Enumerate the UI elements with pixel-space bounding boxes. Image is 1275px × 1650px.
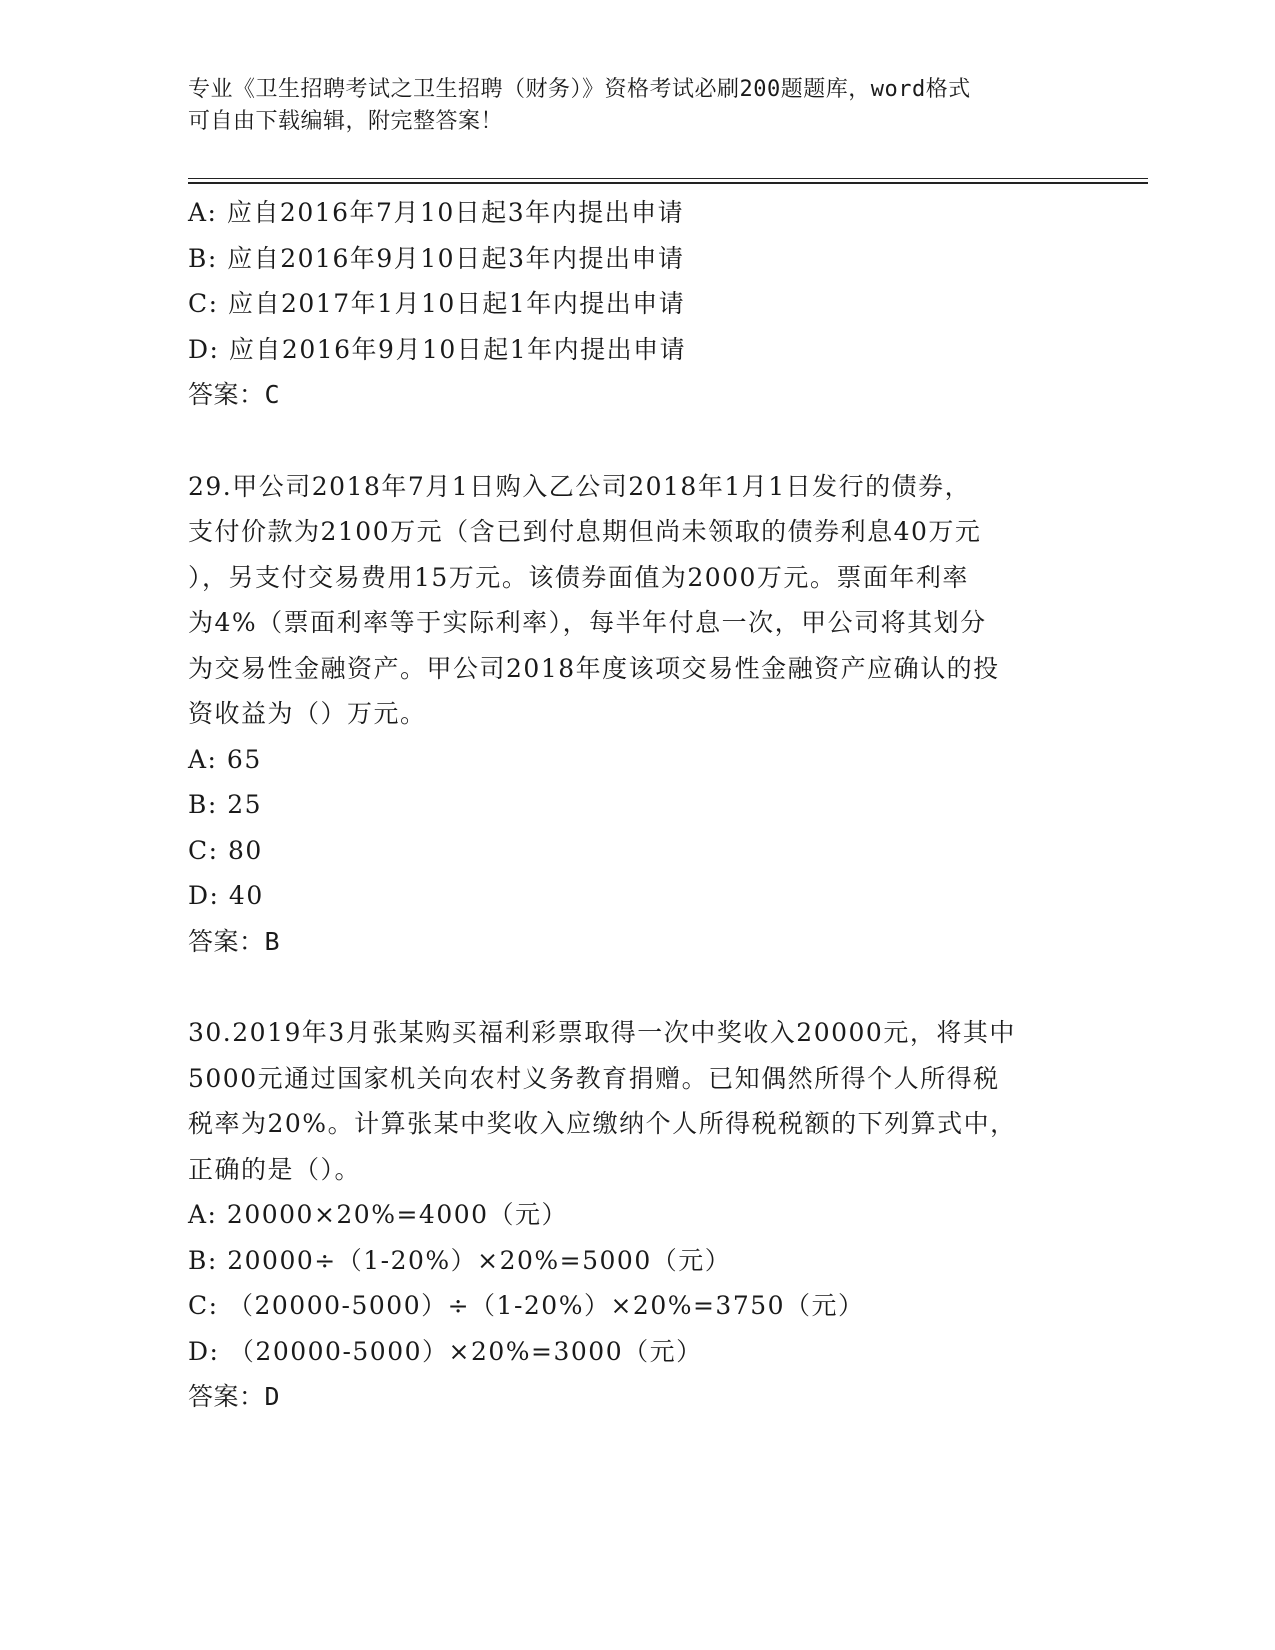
spacer [188, 964, 1088, 1010]
option-d: D: 应自2016年9月10日起1年内提出申请 [188, 334, 687, 364]
header-line-2: 可自由下载编辑，附完整答案！ [188, 109, 504, 134]
question-text-line: 支付价款为2100万元（含已到付息期但尚未领取的债券利息40万元 [188, 517, 982, 546]
option-d: D: （20000-5000）×20%=3000（元） [188, 1336, 703, 1366]
option-c: C: 应自2017年1月10日起1年内提出申请 [188, 289, 686, 318]
option-b: B: 20000÷（1-20%）×20%=5000（元） [188, 1245, 732, 1275]
option-a: A: 应自2016年7月10日起3年内提出申请 [188, 198, 685, 227]
option-c: C: （20000-5000）÷（1-20%）×20%=3750（元） [188, 1291, 865, 1320]
question-text-line: ），另支付交易费用15万元。该债券面值为2000万元。票面年利率 [188, 562, 969, 592]
document-header [188, 74, 1068, 138]
option-c: C: 80 [188, 835, 263, 865]
option-b: B: 25 [188, 790, 263, 819]
header-divider-thick [188, 182, 1148, 184]
question-body [188, 190, 1088, 1420]
question-text-line: 正确的是（）。 [188, 1154, 362, 1184]
spacer [188, 418, 1088, 464]
answer-label: 答案： [188, 1382, 265, 1411]
header-line-1: 专业《卫生招聘考试之卫生招聘（财务）》资格考试必刷200题题库，word格式 [188, 77, 971, 102]
question-30 [188, 1010, 1088, 1420]
option-b: B: 应自2016年9月10日起3年内提出申请 [188, 243, 685, 273]
header-divider-thin [188, 178, 1148, 179]
answer-line [188, 919, 1088, 965]
answer-line [188, 1374, 1088, 1420]
question-29 [188, 464, 1088, 965]
question-text-line: 为4%（票面利率等于实际利率），每半年付息一次，甲公司将其划分 [188, 608, 987, 637]
answer-label: 答案： [188, 380, 265, 409]
question-text-line: 29.甲公司2018年7月1日购入乙公司2018年1月1日发行的债券， [188, 471, 972, 501]
question-text-line: 30.2019年3月张某购买福利彩票取得一次中奖收入20000元，将其中 [188, 1018, 1016, 1047]
answer-value: B [264, 926, 281, 956]
answer-value: D [264, 1382, 281, 1411]
question-text-line: 5000元通过国家机关向农村义务教育捐赠。已知偶然所得个人所得税 [188, 1063, 1000, 1093]
answer-label: 答案： [188, 926, 265, 956]
question-28 [188, 190, 1088, 418]
question-text-line: 为交易性金融资产。甲公司2018年度该项交易性金融资产应确认的投 [188, 653, 1000, 683]
option-a: A: 20000×20%=4000（元） [188, 1200, 569, 1229]
question-text-line: 资收益为（）万元。 [188, 699, 427, 728]
option-d: D: 40 [188, 881, 264, 910]
answer-value: C [264, 380, 281, 409]
option-a: A: 65 [188, 744, 262, 774]
answer-line [188, 372, 1088, 418]
question-text-line: 税率为20%。计算张某中奖收入应缴纳个人所得税税额的下列算式中， [188, 1109, 1017, 1138]
